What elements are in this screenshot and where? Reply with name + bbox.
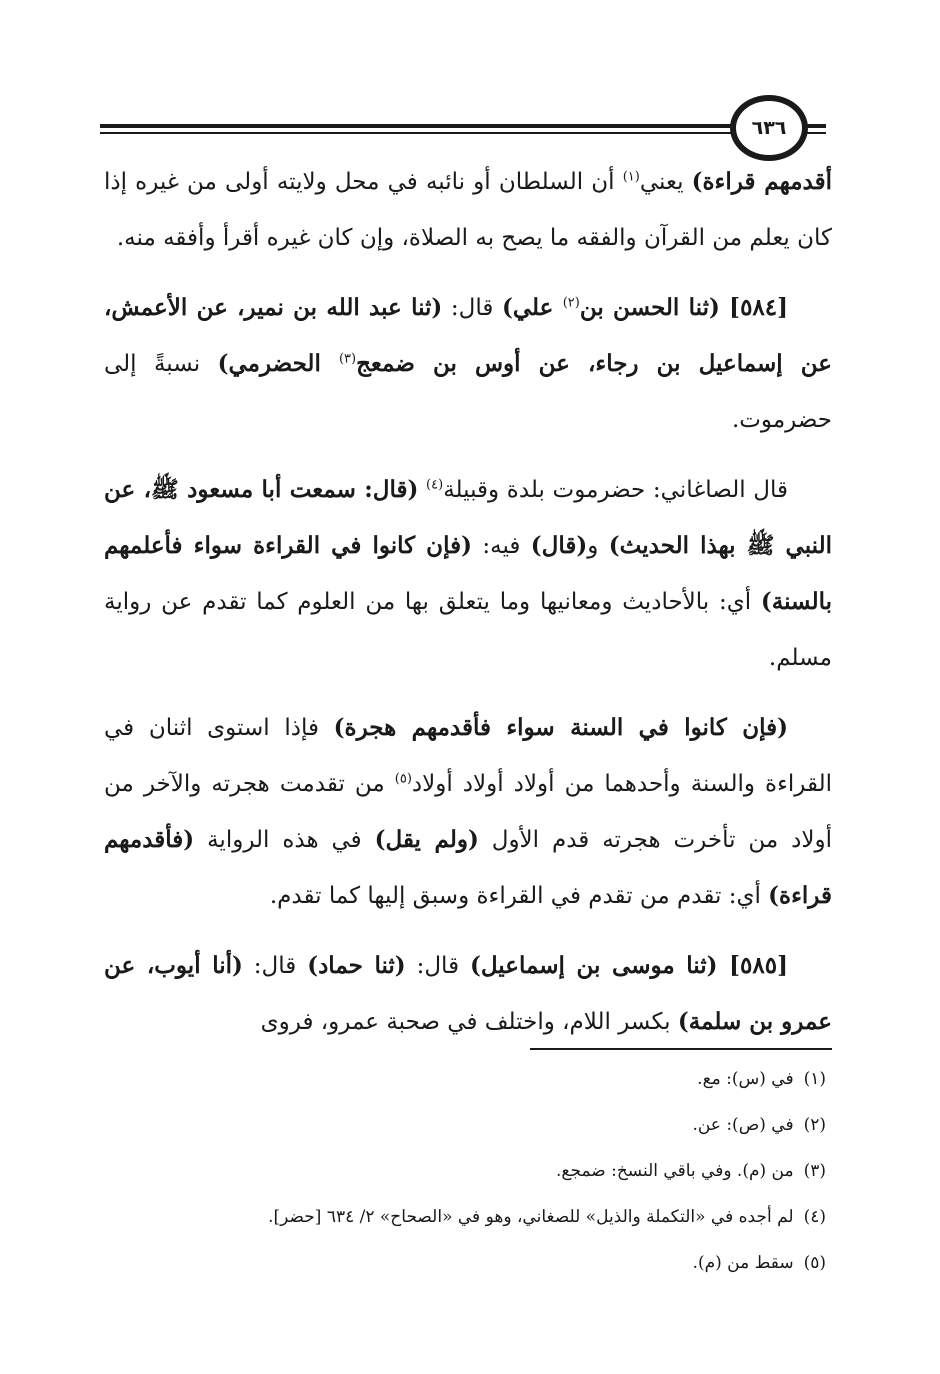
footnote-number: (٣) bbox=[803, 1161, 826, 1181]
text: قال الصاغاني: حضرموت بلدة وقبيلة bbox=[443, 477, 788, 503]
bold-text: أقدمهم قراءة) bbox=[691, 168, 832, 195]
text: قال: bbox=[442, 295, 502, 321]
footnote-text: سقط من (م). bbox=[692, 1253, 794, 1273]
footnote-text: لم أجده في «التكملة والذيل» للصغاني، وهو في «الصحاح» ٢/ ٦٣٤ [حضر]. bbox=[268, 1207, 794, 1227]
footnote-ref: (٥) bbox=[394, 771, 412, 787]
footnote-item bbox=[104, 1056, 826, 1102]
footnote-ref: (٢) bbox=[562, 295, 580, 311]
paragraph-p3 bbox=[104, 462, 832, 686]
footnotes bbox=[104, 1056, 832, 1286]
bold-text: (فأقدمهم قراءة) bbox=[104, 826, 832, 909]
bold-text: (فإن كانوا في القراءة سواء فأعلمهم بالسنة) bbox=[104, 532, 832, 615]
text: أي: بالأحاديث ومعانيها وما يتعلق بها من العلوم كما تقدم عن رواية مسلم. bbox=[104, 589, 832, 671]
footnote-item bbox=[104, 1148, 826, 1194]
text: يعني bbox=[639, 169, 692, 195]
bold-text: (أنا أيوب، عن عمرو بن سلمة) bbox=[104, 952, 832, 1035]
page-number-badge bbox=[730, 95, 808, 161]
footnote-ref: (١) bbox=[622, 169, 640, 185]
footnote-number: (٥) bbox=[803, 1253, 826, 1273]
text: قال: bbox=[405, 953, 470, 979]
paragraph-p2 bbox=[104, 280, 832, 448]
text: فإذا استوى اثنان في القراءة والسنة وأحدهما من أولاد أولاد أولاد bbox=[104, 715, 832, 797]
footnote-item bbox=[104, 1102, 826, 1148]
text: في هذه الرواية bbox=[194, 827, 375, 853]
text: قال: bbox=[242, 953, 308, 979]
header-rule-right-thin bbox=[806, 132, 826, 134]
text: بكسر اللام، واختلف في صحبة عمرو، فروى bbox=[260, 1009, 678, 1035]
main-text bbox=[104, 154, 832, 1050]
footnote-item bbox=[104, 1240, 826, 1286]
footnote-ref: (٤) bbox=[426, 477, 444, 493]
bold-text: (ولم يقل) bbox=[374, 826, 479, 853]
bold-text: (ثنا حماد) bbox=[307, 952, 406, 979]
paragraph-p5 bbox=[104, 938, 832, 1050]
page-number: ٦٣٦ bbox=[751, 117, 787, 139]
text: نسبةً إلى حضرموت. bbox=[104, 351, 832, 433]
header-rule-thick bbox=[100, 124, 732, 128]
footnote-number: (٤) bbox=[803, 1207, 826, 1227]
header-rule-thin bbox=[100, 132, 732, 134]
bold-text: (فإن كانوا في السنة سواء فأقدمهم هجرة) bbox=[333, 714, 788, 741]
bold-text: علي) bbox=[502, 294, 563, 321]
footnote-number: (١) bbox=[803, 1069, 826, 1089]
paragraph-p1 bbox=[104, 154, 832, 266]
bold-text: (قال) bbox=[530, 532, 588, 559]
footnote-separator bbox=[530, 1048, 832, 1050]
footnote-text: في (س): مع. bbox=[697, 1069, 794, 1089]
footnote-number: (٢) bbox=[803, 1115, 826, 1135]
text: من تقدمت هجرته والآخر من أولاد من تأخرت هجرته قدم الأول bbox=[104, 771, 832, 853]
text: أي: تقدم من تقدم في القراءة وسبق إليها كما تقدم. bbox=[269, 883, 769, 909]
text: أن السلطان أو نائبه في محل ولايته أولى من غيره إذا كان يعلم من القرآن والفقه ما يصح به الصلاة، وإن كان غيره أقرأ وأفقه منه. bbox=[104, 169, 832, 251]
footnote-item bbox=[104, 1194, 826, 1240]
text: فيه: bbox=[471, 533, 531, 559]
footnote-text: في (ص): عن. bbox=[692, 1115, 794, 1135]
footnote-ref: (٣) bbox=[338, 351, 357, 367]
bold-text: (ثنا عبد الله بن نمير، عن الأعمش، عن إسماعيل بن رجاء، عن أوس بن ضمعج bbox=[104, 294, 833, 377]
text: و bbox=[587, 533, 609, 559]
bold-text: [٥٨٤] (ثنا الحسن بن bbox=[579, 294, 789, 321]
bold-text: (قال: سمعت أبا مسعود ﷺ، عن النبي ﷺ بهذا الحديث) bbox=[104, 476, 832, 559]
page-header bbox=[0, 0, 940, 170]
paragraph-p4 bbox=[104, 700, 832, 924]
bold-text: [٥٨٥] (ثنا موسى بن إسماعيل) bbox=[469, 952, 788, 979]
text bbox=[418, 477, 426, 503]
footnote-text: من (م). وفي باقي النسخ: ضمجع. bbox=[556, 1161, 794, 1181]
bold-text: الحضرمي) bbox=[217, 350, 339, 377]
header-rule-right-thick bbox=[806, 124, 826, 128]
